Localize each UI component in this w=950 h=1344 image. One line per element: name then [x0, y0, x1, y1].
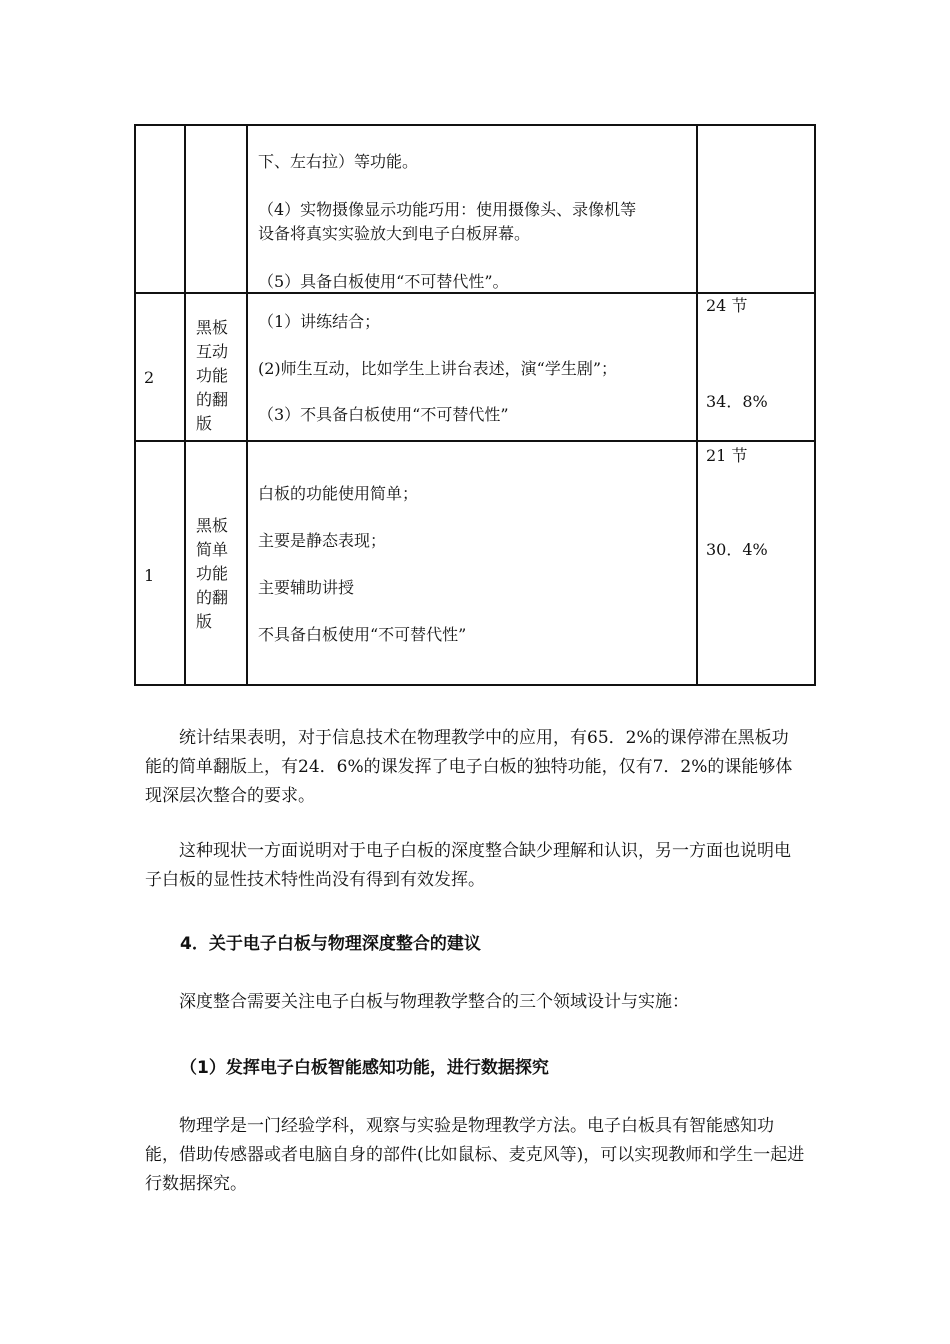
category-cell	[185, 441, 247, 685]
statistics-table	[134, 124, 816, 686]
category-cell	[185, 125, 247, 293]
description-line: （3）不具备白板使用“不可替代性”	[258, 405, 509, 424]
description-line: 白板的功能使用简单；	[258, 484, 419, 503]
stats-cell	[697, 293, 815, 441]
section-heading: 4．关于电子白板与物理深度整合的建议	[180, 934, 481, 954]
description-line: 主要辅助讲授	[258, 578, 355, 597]
lesson-percent: 34．8%	[706, 392, 768, 411]
stats-cell	[697, 125, 815, 293]
description-line: 设备将真实实验放大到电子白板屏幕。	[258, 224, 531, 243]
statistics-paragraph: 统计结果表明，对于信息技术在物理教学中的应用，有65．2%的课停滞在黑板功能的简单翻版上，有24．6%的课发挥了电子白板的独特功能，仅有7．2%的课能够体现深层次整合的要求。	[145, 728, 793, 806]
lesson-percent: 30．4%	[706, 540, 768, 559]
index-cell	[135, 125, 185, 293]
physics-paragraph: 物理学是一门经验学科，观察与实验是物理教学方法。电子白板具有智能感知功能，借助传感器或者电脑自身的部件(比如鼠标、麦克风等)，可以实现教师和学生一起进行数据探究。	[145, 1116, 805, 1194]
description-cell	[247, 125, 697, 293]
description-line: 不具备白板使用“不可替代性”	[258, 625, 467, 644]
description-cell	[247, 293, 697, 441]
intro-paragraph: 深度整合需要关注电子白板与物理教学整合的三个领域设计与实施：	[179, 992, 689, 1012]
description-line: （1）讲练结合；	[258, 312, 381, 331]
category-name: 黑板简单功能的翻版	[196, 516, 229, 631]
stats-cell	[697, 441, 815, 685]
lesson-count: 21 节	[706, 446, 748, 465]
index-cell	[135, 293, 185, 441]
description-line: （5）具备白板使用“不可替代性”。	[258, 272, 509, 291]
category-cell	[185, 293, 247, 441]
subsection-heading: （1）发挥电子白板智能感知功能，进行数据探究	[180, 1058, 549, 1078]
situation-paragraph: 这种现状一方面说明对于电子白板的深度整合缺少理解和认识，另一方面也说明电子白板的显性技术特性尚没有得到有效发挥。	[145, 841, 791, 890]
description-line: （4）实物摄像显示功能巧用：使用摄像头、录像机等	[258, 200, 637, 219]
row-index: 2	[144, 368, 155, 387]
category-name: 黑板互动功能的翻版	[196, 318, 229, 433]
row-index: 1	[144, 566, 155, 585]
description-line: (2)师生互动，比如学生上讲台表述，演“学生剧”；	[258, 359, 618, 378]
description-line: 主要是静态表现；	[258, 531, 387, 550]
table-row	[135, 125, 815, 293]
description-line: 下、左右拉）等功能。	[258, 152, 419, 171]
index-cell	[135, 441, 185, 685]
table-row	[135, 293, 815, 441]
table-row	[135, 441, 815, 685]
lesson-count: 24 节	[706, 296, 748, 315]
description-cell	[247, 441, 697, 685]
